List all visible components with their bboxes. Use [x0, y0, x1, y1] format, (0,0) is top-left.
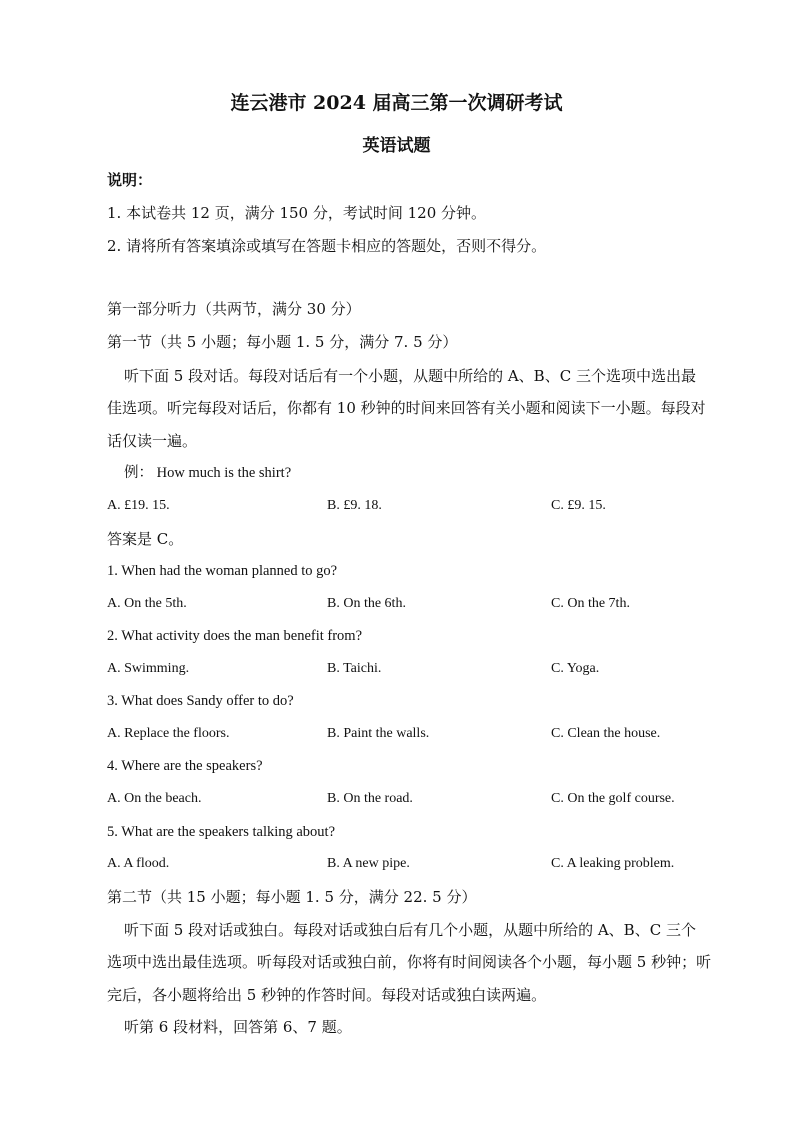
question-4-option-a: A. On the beach. [107, 791, 202, 806]
question-2-option-a: A. Swimming. [107, 661, 190, 676]
question-3-option-b: B. Paint the walls. [327, 726, 430, 741]
exam-title: 连云港市 2024 届高三第一次调研考试 [230, 92, 563, 114]
example-question: 例： How much is the shirt? [124, 465, 292, 481]
material-6-note: 听第 6 段材料，回答第 6、7 题。 [124, 1018, 352, 1036]
question-1-option-c: C. On the 7th. [551, 596, 630, 611]
question-4-option-b: B. On the road. [327, 791, 413, 806]
note-item-1: 1. 本试卷共 12 页，满分 150 分，考试时间 120 分钟。 [107, 204, 487, 222]
section1-instruction-line-2: 佳选项。听完每段对话后，你都有 10 秒钟的时间来回答有关小题和阅读下一小题。每段对 [107, 399, 706, 417]
section1-heading: 第一节（共 5 小题；每小题 1. 5 分，满分 7. 5 分） [107, 333, 458, 351]
part1-heading: 第一部分听力（共两节，满分 30 分） [107, 300, 361, 318]
section2-instruction-line-2: 选项中选出最佳选项。听每段对话或独白前，你将有时间阅读各个小题，每小题 5 秒钟；听 [107, 953, 712, 971]
exam-subtitle: 英语试题 [362, 136, 431, 156]
notes-label: 说明： [107, 171, 153, 189]
section2-instruction-line-3: 完后，各小题将给出 5 秒钟的作答时间。每段对话或独白读两遍。 [107, 986, 547, 1004]
question-2: 2. What activity does the man benefit from? [107, 628, 363, 644]
question-3-option-c: C. Clean the house. [551, 726, 661, 741]
section2-heading: 第二节（共 15 小题；每小题 1. 5 分，满分 22. 5 分） [107, 888, 477, 906]
example-option-a: A. £19. 15. [107, 498, 170, 513]
question-1-option-a: A. On the 5th. [107, 596, 187, 611]
section1-instruction-line-3: 话仅读一遍。 [107, 432, 198, 450]
note-item-2: 2. 请将所有答案填涂或填写在答题卡相应的答题处，否则不得分。 [107, 237, 547, 255]
section2-instruction-line-1: 听下面 5 段对话或独白。每段对话或独白后有几个小题，从题中所给的 A、B、C 三个 [124, 921, 696, 939]
example-option-b: B. £9. 18. [327, 498, 382, 513]
question-2-option-b: B. Taichi. [327, 661, 382, 676]
section1-instruction-line-1: 听下面 5 段对话。每段对话后有一个小题，从题中所给的 A、B、C 三个选项中选出最 [124, 367, 696, 385]
question-1-option-b: B. On the 6th. [327, 596, 406, 611]
question-5: 5. What are the speakers talking about? [107, 824, 336, 840]
question-3: 3. What does Sandy offer to do? [107, 693, 294, 709]
question-5-option-b: B. A new pipe. [327, 856, 410, 871]
question-2-option-c: C. Yoga. [551, 661, 600, 676]
question-3-option-a: A. Replace the floors. [107, 726, 230, 741]
question-1: 1. When had the woman planned to go? [107, 563, 338, 579]
question-4: 4. Where are the speakers? [107, 758, 263, 774]
question-5-option-c: C. A leaking problem. [551, 856, 675, 871]
example-answer: 答案是 C。 [107, 530, 184, 548]
question-4-option-c: C. On the golf course. [551, 791, 675, 806]
example-option-c: C. £9. 15. [551, 498, 606, 513]
question-5-option-a: A. A flood. [107, 856, 170, 871]
